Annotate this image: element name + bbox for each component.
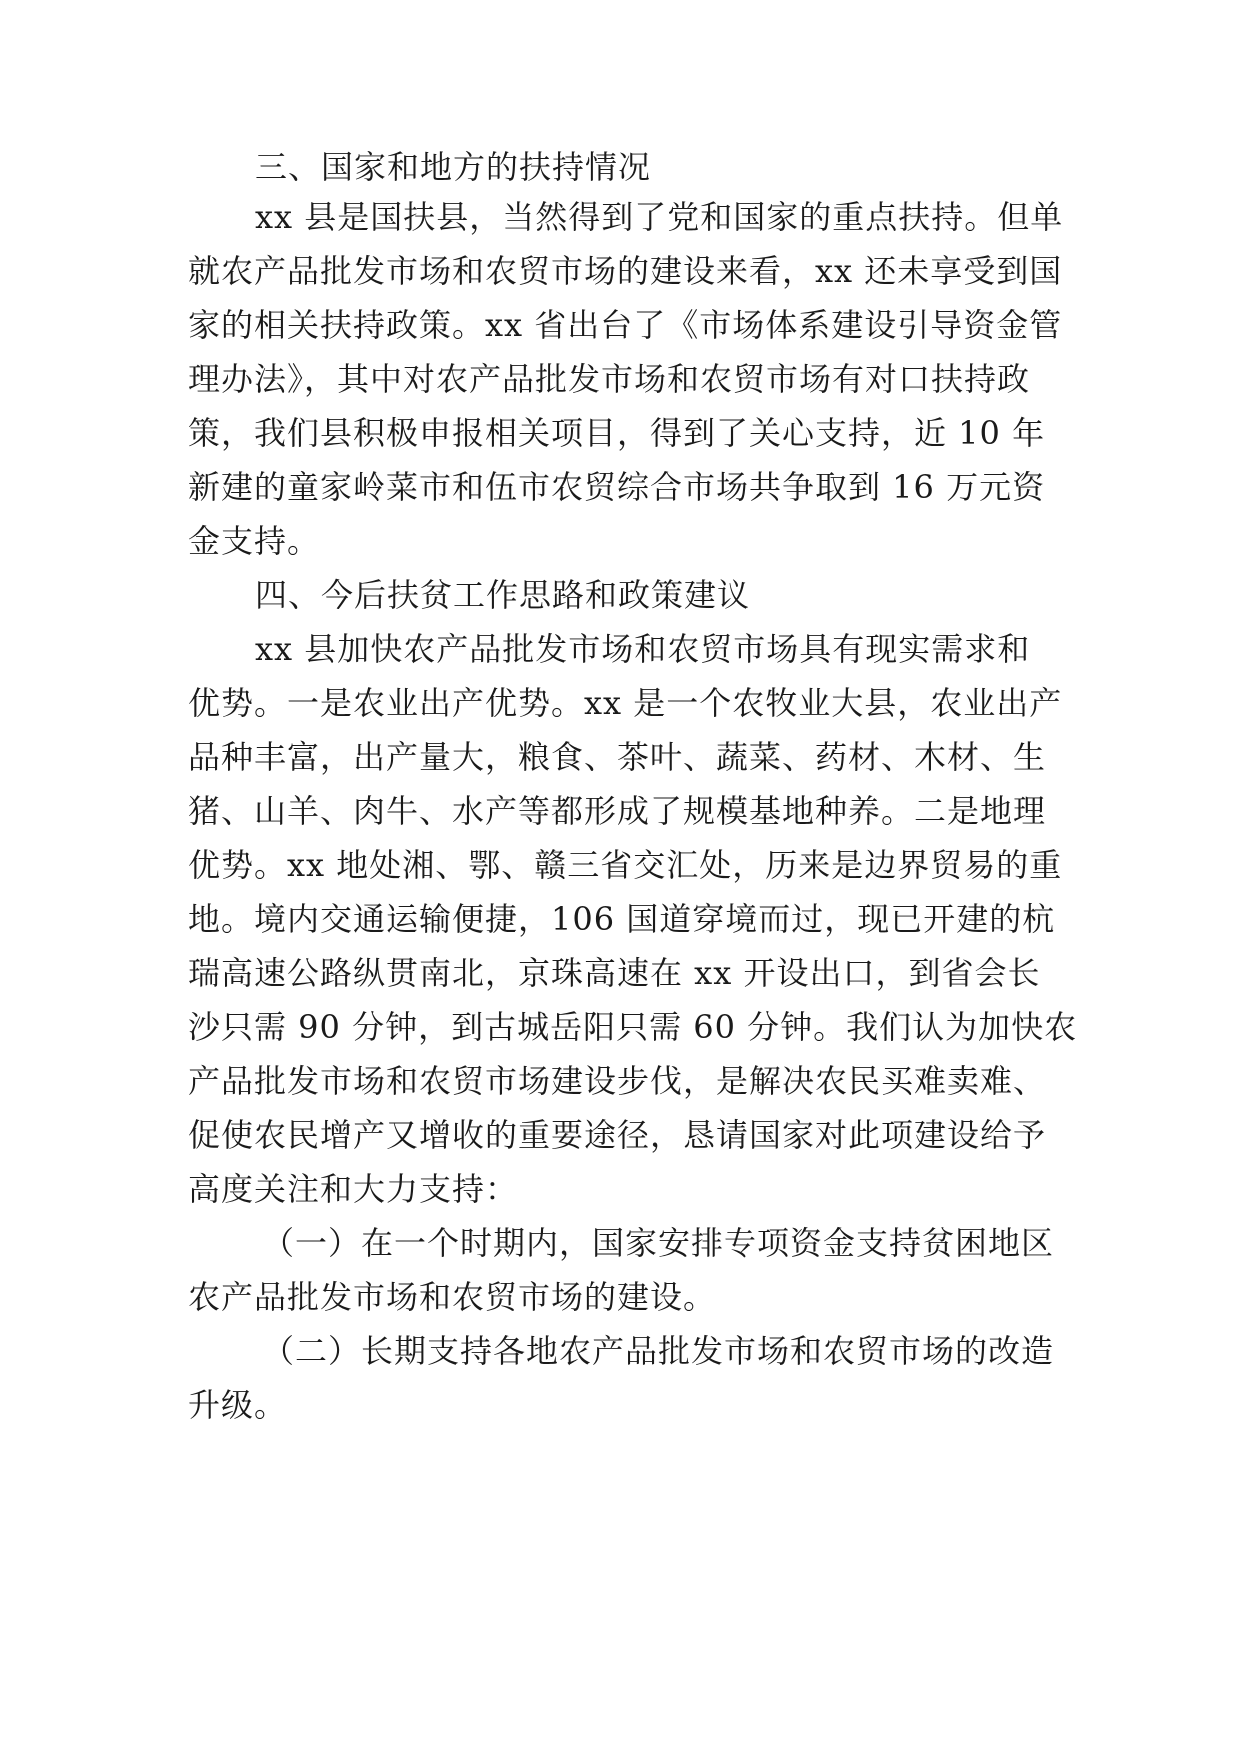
paragraph-line: 产品批发市场和农贸市场建设步伐，是解决农民买难卖难、 [188,1062,1047,1100]
paragraph-line: 瑞高速公路纵贯南北，京珠高速在 xx 开设出口，到省会长 [188,954,1041,992]
paragraph-line: xx 县加快农产品批发市场和农贸市场具有现实需求和 [255,630,1031,668]
paragraph-line: 策，我们县积极申报相关项目，得到了关心支持，近 10 年 [188,414,1046,452]
section-heading-3: 三、国家和地方的扶持情况 [255,148,652,186]
paragraph-line: 理办法》，其中对农产品批发市场和农贸市场有对口扶持政 [188,360,1031,398]
paragraph-line: 升级。 [188,1386,288,1424]
paragraph-line: 就农产品批发市场和农贸市场的建设来看，xx 还未享受到国 [188,252,1063,290]
paragraph-line: 金支持。 [188,522,321,560]
paragraph-line: 品种丰富，出产量大，粮食、茶叶、蔬菜、药材、木材、生 [188,738,1047,776]
paragraph-line: 促使农民增产又增收的重要途径，恳请国家对此项建设给予 [188,1116,1047,1154]
paragraph-line: 优势。一是农业出产优势。xx 是一个农牧业大县，农业出产 [188,684,1063,722]
section-heading-4: 四、今后扶贫工作思路和政策建议 [255,576,751,614]
paragraph-line: 新建的童家岭菜市和伍市农贸综合市场共争取到 16 万元资 [188,468,1046,506]
paragraph-line: 猪、山羊、肉牛、水产等都形成了规模基地种养。二是地理 [188,792,1047,830]
paragraph-line: 地。境内交通运输便捷，106 国道穿境而过，现已开建的杭 [188,900,1056,938]
paragraph-line: 优势。xx 地处湘、鄂、赣三省交汇处，历来是边界贸易的重 [188,846,1063,884]
paragraph-line: 家的相关扶持政策。xx 省出台了《市场体系建设引导资金管 [188,306,1063,344]
paragraph-line: xx 县是国扶县，当然得到了党和国家的重点扶持。但单 [255,198,1064,236]
paragraph-line: 农产品批发市场和农贸市场的建设。 [188,1278,717,1316]
recommendation-item-1: （一）在一个时期内，国家安排专项资金支持贫困地区 [262,1224,1055,1262]
paragraph-line: 沙只需 90 分钟，到古城岳阳只需 60 分钟。我们认为加快农 [188,1008,1078,1046]
paragraph-line: 高度关注和大力支持： [188,1170,519,1208]
recommendation-item-2: （二）长期支持各地农产品批发市场和农贸市场的改造 [262,1332,1055,1370]
